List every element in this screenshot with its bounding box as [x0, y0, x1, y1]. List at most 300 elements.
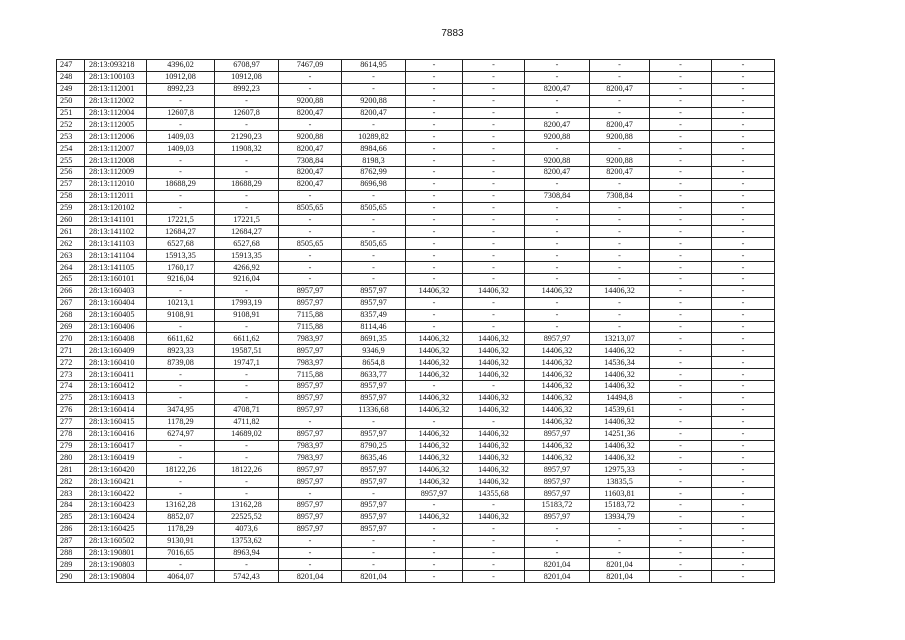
- table-cell: 288: [57, 547, 85, 559]
- table-cell: 28:13:112002: [85, 95, 147, 107]
- table-cell: -: [650, 155, 712, 167]
- table-cell: 8696,98: [342, 178, 406, 190]
- table-cell: 283: [57, 488, 85, 500]
- table-cell: 10912,08: [147, 71, 215, 83]
- table-cell: -: [463, 190, 525, 202]
- table-cell: 9200,88: [279, 95, 342, 107]
- table-cell: 9200,88: [525, 131, 590, 143]
- table-cell: -: [712, 107, 775, 119]
- table-cell: -: [463, 274, 525, 286]
- table-cell: -: [712, 143, 775, 155]
- table-cell: -: [525, 60, 590, 72]
- table-cell: -: [406, 119, 463, 131]
- table-cell: -: [525, 95, 590, 107]
- table-cell: -: [650, 571, 712, 583]
- table-cell: 14406,32: [525, 392, 590, 404]
- table-cell: -: [215, 452, 279, 464]
- table-cell: 8957,97: [342, 428, 406, 440]
- table-cell: 11603,81: [590, 488, 650, 500]
- table-cell: 265: [57, 274, 85, 286]
- table-cell: -: [463, 381, 525, 393]
- table-cell: -: [279, 535, 342, 547]
- table-cell: 8957,97: [342, 499, 406, 511]
- table-cell: 8200,47: [279, 178, 342, 190]
- table-cell: -: [463, 119, 525, 131]
- table-cell: 256: [57, 167, 85, 179]
- table-cell: 28:13:190801: [85, 547, 147, 559]
- table-cell: 28:13:160409: [85, 345, 147, 357]
- table-cell: -: [463, 131, 525, 143]
- table-cell: 14406,32: [406, 511, 463, 523]
- table-cell: 28:13:160406: [85, 321, 147, 333]
- table-cell: -: [650, 357, 712, 369]
- table-cell: 28:13:160414: [85, 404, 147, 416]
- table-cell: -: [406, 571, 463, 583]
- table-cell: 3474,95: [147, 404, 215, 416]
- table-cell: 28:13:160412: [85, 381, 147, 393]
- table-cell: 14536,34: [590, 357, 650, 369]
- table-row: [57, 262, 775, 274]
- table-cell: 8633,77: [342, 369, 406, 381]
- table-row: [57, 464, 775, 476]
- table-cell: -: [406, 274, 463, 286]
- table-cell: 8762,99: [342, 167, 406, 179]
- table-cell: 7983,97: [279, 452, 342, 464]
- table-cell: -: [463, 107, 525, 119]
- table-cell: -: [279, 119, 342, 131]
- table-cell: 8957,97: [279, 285, 342, 297]
- table-cell: -: [215, 95, 279, 107]
- table-cell: 8957,97: [342, 464, 406, 476]
- table-cell: 13835,5: [590, 476, 650, 488]
- table-cell: 12607,8: [147, 107, 215, 119]
- table-cell: 12684,27: [215, 226, 279, 238]
- table-cell: -: [279, 71, 342, 83]
- table-cell: -: [279, 274, 342, 286]
- table-cell: -: [215, 119, 279, 131]
- table-cell: -: [712, 285, 775, 297]
- table-cell: 28:13:112008: [85, 155, 147, 167]
- table-cell: 28:13:160413: [85, 392, 147, 404]
- table-cell: 14406,32: [406, 452, 463, 464]
- table-cell: -: [463, 559, 525, 571]
- table-cell: 17221,5: [215, 214, 279, 226]
- table-cell: 28:13:112001: [85, 83, 147, 95]
- table-cell: 28:13:141104: [85, 250, 147, 262]
- table-cell: -: [342, 214, 406, 226]
- table-cell: -: [650, 262, 712, 274]
- table-cell: 14406,32: [406, 333, 463, 345]
- table-cell: -: [712, 535, 775, 547]
- table-cell: 8852,07: [147, 511, 215, 523]
- table-cell: -: [215, 392, 279, 404]
- table-cell: -: [650, 309, 712, 321]
- table-cell: -: [650, 559, 712, 571]
- table-cell: -: [525, 226, 590, 238]
- table-row: [57, 143, 775, 155]
- table-cell: -: [712, 357, 775, 369]
- table-cell: -: [712, 523, 775, 535]
- table-cell: 4711,82: [215, 416, 279, 428]
- table-cell: 9108,91: [147, 309, 215, 321]
- table-cell: 28:13:190804: [85, 571, 147, 583]
- table-cell: 8957,97: [342, 285, 406, 297]
- table-cell: -: [712, 452, 775, 464]
- table-cell: 10289,82: [342, 131, 406, 143]
- table-cell: -: [650, 440, 712, 452]
- table-cell: -: [712, 155, 775, 167]
- table-cell: 270: [57, 333, 85, 345]
- table-cell: 9108,91: [215, 309, 279, 321]
- table-row: [57, 547, 775, 559]
- table-cell: 14406,32: [463, 452, 525, 464]
- table-cell: 258: [57, 190, 85, 202]
- table-row: [57, 226, 775, 238]
- table-cell: -: [463, 214, 525, 226]
- table-cell: 4266,92: [215, 262, 279, 274]
- table-cell: -: [463, 238, 525, 250]
- table-cell: -: [712, 274, 775, 286]
- table-cell: -: [650, 381, 712, 393]
- table-cell: 8691,35: [342, 333, 406, 345]
- table-row: [57, 488, 775, 500]
- table-cell: 15183,72: [590, 499, 650, 511]
- table-cell: -: [590, 60, 650, 72]
- table-cell: -: [590, 95, 650, 107]
- table-cell: 8957,97: [525, 476, 590, 488]
- table-cell: 1409,03: [147, 131, 215, 143]
- table-cell: 281: [57, 464, 85, 476]
- table-cell: -: [279, 416, 342, 428]
- table-cell: -: [650, 416, 712, 428]
- table-cell: 14406,32: [406, 404, 463, 416]
- table-cell: 7308,84: [525, 190, 590, 202]
- table-cell: -: [712, 476, 775, 488]
- table-cell: -: [279, 214, 342, 226]
- table-cell: 272: [57, 357, 85, 369]
- table-cell: -: [463, 250, 525, 262]
- table-cell: 14251,36: [590, 428, 650, 440]
- table-cell: -: [590, 107, 650, 119]
- table-cell: 286: [57, 523, 85, 535]
- table-cell: 8505,65: [342, 238, 406, 250]
- table-cell: 14406,32: [463, 392, 525, 404]
- table-cell: -: [147, 155, 215, 167]
- table-cell: -: [342, 535, 406, 547]
- table-row: [57, 214, 775, 226]
- table-cell: -: [650, 285, 712, 297]
- table-cell: 8957,97: [279, 404, 342, 416]
- table-cell: -: [590, 321, 650, 333]
- table-cell: 289: [57, 559, 85, 571]
- table-cell: 277: [57, 416, 85, 428]
- table-cell: 28:13:141101: [85, 214, 147, 226]
- table-cell: 28:13:160405: [85, 309, 147, 321]
- table-cell: -: [650, 511, 712, 523]
- table-cell: 14355,68: [463, 488, 525, 500]
- table-cell: 7115,88: [279, 321, 342, 333]
- table-cell: 19747,1: [215, 357, 279, 369]
- table-cell: -: [215, 167, 279, 179]
- table-cell: 14406,32: [463, 369, 525, 381]
- table-cell: -: [525, 214, 590, 226]
- table-body: [57, 60, 775, 583]
- table-cell: 6527,68: [147, 238, 215, 250]
- table-cell: -: [650, 190, 712, 202]
- table-cell: 14406,32: [463, 357, 525, 369]
- table-cell: -: [525, 143, 590, 155]
- table-cell: 8201,04: [342, 571, 406, 583]
- table-cell: -: [147, 285, 215, 297]
- table-cell: -: [463, 499, 525, 511]
- table-cell: -: [342, 274, 406, 286]
- table-cell: -: [279, 83, 342, 95]
- table-cell: 10912,08: [215, 71, 279, 83]
- table-cell: 6611,62: [147, 333, 215, 345]
- data-table: [56, 59, 775, 583]
- table-cell: 14406,32: [590, 369, 650, 381]
- table-cell: 269: [57, 321, 85, 333]
- table-cell: 14406,32: [463, 428, 525, 440]
- table-cell: -: [650, 143, 712, 155]
- table-cell: 14406,32: [463, 404, 525, 416]
- table-cell: 28:13:160101: [85, 274, 147, 286]
- table-cell: -: [342, 119, 406, 131]
- table-cell: -: [406, 559, 463, 571]
- table-row: [57, 95, 775, 107]
- table-cell: 8957,97: [342, 381, 406, 393]
- table-cell: 8790,25: [342, 440, 406, 452]
- table-row: [57, 559, 775, 571]
- table-cell: 8957,97: [279, 392, 342, 404]
- table-cell: -: [406, 131, 463, 143]
- table-cell: 1409,03: [147, 143, 215, 155]
- table-cell: 18688,29: [147, 178, 215, 190]
- table-cell: 251: [57, 107, 85, 119]
- table-cell: 262: [57, 238, 85, 250]
- table-cell: 13213,07: [590, 333, 650, 345]
- table-row: [57, 523, 775, 535]
- table-cell: 254: [57, 143, 85, 155]
- table-cell: 4064,07: [147, 571, 215, 583]
- table-cell: -: [650, 214, 712, 226]
- table-cell: -: [650, 428, 712, 440]
- table-cell: -: [712, 440, 775, 452]
- table-cell: -: [590, 262, 650, 274]
- table-cell: 7308,84: [279, 155, 342, 167]
- table-cell: 7983,97: [279, 440, 342, 452]
- table-cell: 7308,84: [590, 190, 650, 202]
- table-cell: -: [406, 95, 463, 107]
- table-cell: 8957,97: [342, 476, 406, 488]
- table-row: [57, 285, 775, 297]
- table-cell: -: [279, 226, 342, 238]
- table-row: [57, 119, 775, 131]
- table-cell: 15913,35: [215, 250, 279, 262]
- table-cell: 28:13:112010: [85, 178, 147, 190]
- table-cell: 8201,04: [279, 571, 342, 583]
- table-cell: 11336,68: [342, 404, 406, 416]
- table-cell: -: [463, 178, 525, 190]
- table-cell: -: [650, 369, 712, 381]
- table-row: [57, 238, 775, 250]
- table-cell: -: [712, 321, 775, 333]
- table-cell: -: [712, 333, 775, 345]
- table-cell: 267: [57, 297, 85, 309]
- table-cell: 14406,32: [406, 464, 463, 476]
- table-row: [57, 452, 775, 464]
- table-cell: 28:13:120102: [85, 202, 147, 214]
- table-cell: 8963,94: [215, 547, 279, 559]
- table-cell: -: [650, 452, 712, 464]
- table-cell: -: [147, 559, 215, 571]
- table-cell: -: [147, 452, 215, 464]
- table-cell: -: [463, 309, 525, 321]
- table-cell: 8957,97: [279, 297, 342, 309]
- table-cell: 8957,97: [279, 499, 342, 511]
- table-cell: 14406,32: [590, 452, 650, 464]
- table-cell: -: [712, 190, 775, 202]
- table-cell: 8957,97: [279, 523, 342, 535]
- table-cell: -: [406, 309, 463, 321]
- table-cell: -: [712, 71, 775, 83]
- table-cell: -: [525, 535, 590, 547]
- table-cell: -: [463, 60, 525, 72]
- table-cell: 250: [57, 95, 85, 107]
- table-cell: 28:13:160502: [85, 535, 147, 547]
- table-cell: -: [650, 464, 712, 476]
- table-cell: 14406,32: [525, 345, 590, 357]
- table-cell: 5742,43: [215, 571, 279, 583]
- table-cell: -: [650, 250, 712, 262]
- table-cell: 18122,26: [215, 464, 279, 476]
- table-cell: 14406,32: [525, 381, 590, 393]
- table-cell: 28:13:112009: [85, 167, 147, 179]
- table-cell: -: [342, 83, 406, 95]
- table-cell: -: [406, 83, 463, 95]
- table-cell: 7983,97: [279, 357, 342, 369]
- table-cell: -: [463, 83, 525, 95]
- table-cell: -: [215, 440, 279, 452]
- table-cell: 253: [57, 131, 85, 143]
- table-cell: -: [406, 214, 463, 226]
- table-cell: 14406,32: [406, 428, 463, 440]
- table-cell: -: [525, 523, 590, 535]
- table-cell: -: [712, 511, 775, 523]
- table-cell: 8957,97: [406, 488, 463, 500]
- table-cell: -: [463, 416, 525, 428]
- table-cell: -: [147, 369, 215, 381]
- table-cell: 8957,97: [525, 333, 590, 345]
- table-cell: 8201,04: [525, 571, 590, 583]
- table-cell: 8957,97: [279, 428, 342, 440]
- table-row: [57, 571, 775, 583]
- table-row: [57, 357, 775, 369]
- table-row: [57, 381, 775, 393]
- table-row: [57, 535, 775, 547]
- table-cell: 8992,23: [147, 83, 215, 95]
- table-cell: -: [650, 297, 712, 309]
- table-cell: 8957,97: [279, 511, 342, 523]
- table-cell: -: [147, 119, 215, 131]
- table-cell: -: [215, 476, 279, 488]
- table-cell: 12975,33: [590, 464, 650, 476]
- table-cell: -: [406, 167, 463, 179]
- table-cell: -: [215, 285, 279, 297]
- table-cell: 268: [57, 309, 85, 321]
- table-row: [57, 297, 775, 309]
- table-cell: -: [712, 297, 775, 309]
- table-cell: -: [590, 238, 650, 250]
- table-cell: 9200,88: [525, 155, 590, 167]
- table-cell: 287: [57, 535, 85, 547]
- table-cell: -: [590, 143, 650, 155]
- table-cell: 8957,97: [342, 511, 406, 523]
- table-cell: -: [712, 416, 775, 428]
- table-cell: -: [650, 167, 712, 179]
- table-cell: 255: [57, 155, 85, 167]
- table-cell: -: [463, 143, 525, 155]
- table-cell: 8200,47: [279, 143, 342, 155]
- table-cell: -: [215, 369, 279, 381]
- table-cell: 275: [57, 392, 85, 404]
- table-cell: 14406,32: [406, 345, 463, 357]
- table-cell: -: [525, 178, 590, 190]
- table-cell: 8505,65: [279, 238, 342, 250]
- table-row: [57, 83, 775, 95]
- table-cell: -: [590, 547, 650, 559]
- table-cell: -: [712, 131, 775, 143]
- table-cell: 8201,04: [590, 571, 650, 583]
- table-cell: 13934,79: [590, 511, 650, 523]
- table-cell: 14406,32: [463, 333, 525, 345]
- table-cell: -: [406, 297, 463, 309]
- table-row: [57, 155, 775, 167]
- table-cell: 1760,17: [147, 262, 215, 274]
- table-cell: 28:13:160423: [85, 499, 147, 511]
- table-row: [57, 416, 775, 428]
- table-cell: 10213,1: [147, 297, 215, 309]
- table-cell: -: [712, 559, 775, 571]
- table-cell: -: [342, 226, 406, 238]
- table-cell: 14406,32: [406, 285, 463, 297]
- table-cell: -: [463, 71, 525, 83]
- table-cell: 278: [57, 428, 85, 440]
- table-cell: -: [342, 262, 406, 274]
- table-cell: -: [650, 202, 712, 214]
- table-cell: 6708,97: [215, 60, 279, 72]
- table-cell: 9346,9: [342, 345, 406, 357]
- table-cell: 28:13:160415: [85, 416, 147, 428]
- table-cell: 8654,8: [342, 357, 406, 369]
- table-cell: 14406,32: [525, 285, 590, 297]
- table-cell: 8200,47: [525, 119, 590, 131]
- table-cell: -: [525, 238, 590, 250]
- table-cell: 282: [57, 476, 85, 488]
- table-cell: 28:13:160416: [85, 428, 147, 440]
- table-cell: 14406,32: [525, 357, 590, 369]
- table-cell: 22525,52: [215, 511, 279, 523]
- table-cell: 279: [57, 440, 85, 452]
- table-cell: -: [406, 523, 463, 535]
- table-cell: 28:13:112006: [85, 131, 147, 143]
- table-cell: -: [650, 274, 712, 286]
- table-cell: 14406,32: [590, 381, 650, 393]
- table-cell: 28:13:160403: [85, 285, 147, 297]
- table-cell: 11908,32: [215, 143, 279, 155]
- table-cell: 14406,32: [463, 285, 525, 297]
- table-cell: 17993,19: [215, 297, 279, 309]
